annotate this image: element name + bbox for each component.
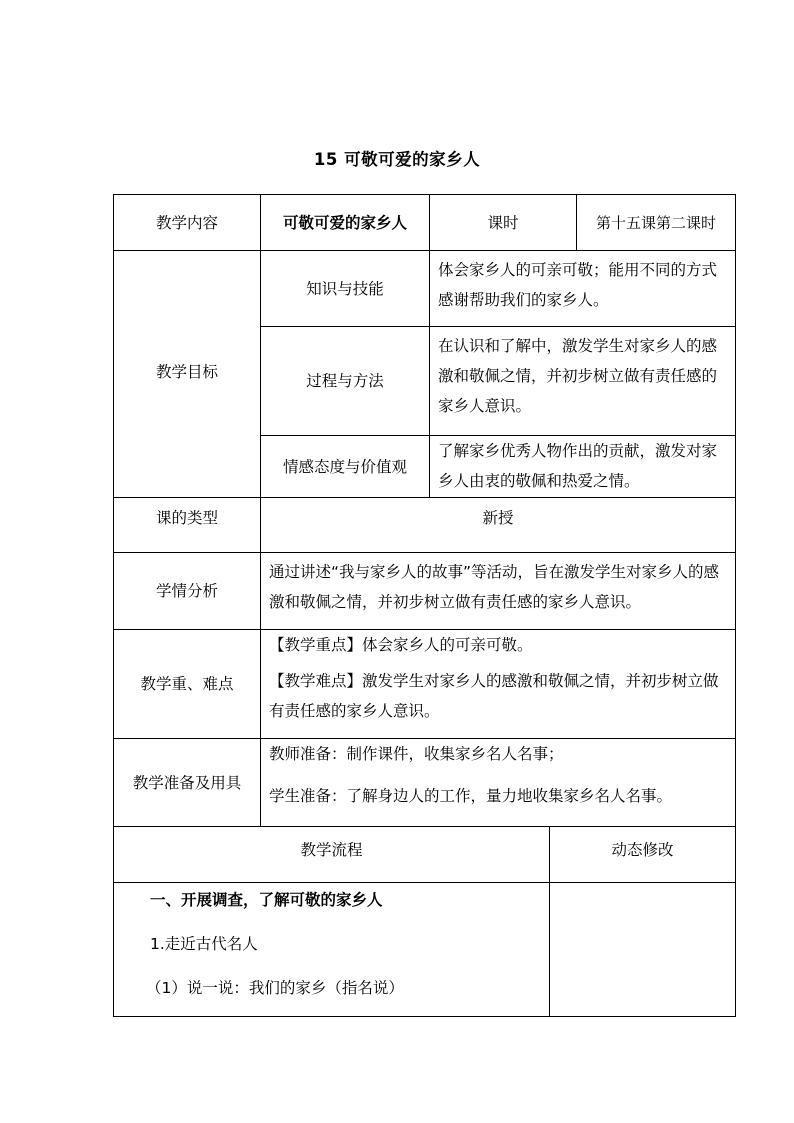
teacher-preparation: 教师准备：制作课件，收集家乡名人名事； <box>269 745 564 763</box>
content-label: 教学内容 <box>155 213 218 232</box>
period-value: 第十五课第二课时 <box>595 213 716 232</box>
process-body <box>114 883 549 1016</box>
preparation-label: 教学准备及用具 <box>132 773 242 792</box>
preparation-content <box>261 739 735 826</box>
step-item: 1.走近古代名人 <box>150 935 258 953</box>
lesson-name: 可敬可爱的家乡人 <box>282 213 407 232</box>
revision-body <box>550 883 735 1016</box>
page-title: 15 可敬可爱的家乡人 <box>313 150 481 169</box>
table-border-bottom <box>113 1016 736 1017</box>
lesson-type-value: 新授 <box>482 509 514 527</box>
objectives-label: 教学目标 <box>155 363 218 381</box>
key-difficulty: 【教学难点】激发学生对家乡人的感激和敬佩之情，并初步树立做有责任感的家乡人意识。 <box>269 672 719 720</box>
section-title: 一、开展调查，了解可敬的家乡人 <box>150 891 383 909</box>
step-item: （1）说一说：我们的家乡（指名说） <box>146 979 404 997</box>
analysis-label: 学情分析 <box>155 582 218 600</box>
objective-dimension: 情感态度与价值观 <box>282 457 407 476</box>
objective-content: 在认识和了解中，激发学生对家乡人的感激和敬佩之情，并初步树立做有责任感的家乡人意识。 <box>438 337 718 415</box>
objective-content: 体会家乡人的可亲可敬；能用不同的方式感谢帮助我们的家乡人。 <box>438 261 718 309</box>
revision-header: 动态修改 <box>611 840 674 859</box>
key-points-label: 教学重、难点 <box>140 675 234 693</box>
period-label: 课时 <box>487 213 519 232</box>
student-preparation: 学生准备：了解身边人的工作，量力地收集家乡名人名事。 <box>269 787 673 805</box>
lesson-type-label: 课的类型 <box>155 509 218 527</box>
objective-content: 了解家乡优秀人物作出的贡献，激发对家乡人由衷的敬佩和热爱之情。 <box>438 442 718 490</box>
process-header: 教学流程 <box>300 840 363 859</box>
key-focus: 【教学重点】体会家乡人的可亲可敬。 <box>269 636 533 654</box>
objective-dimension: 知识与技能 <box>306 279 384 298</box>
key-points-content <box>261 630 735 738</box>
analysis-content: 通过讲述“我与家乡人的故事”等活动，旨在激发学生对家乡人的感激和敬佩之情，并初步树立做有责任感的家乡人意识。 <box>269 563 720 611</box>
table-border-right <box>735 194 736 1017</box>
objective-dimension: 过程与方法 <box>306 372 384 390</box>
